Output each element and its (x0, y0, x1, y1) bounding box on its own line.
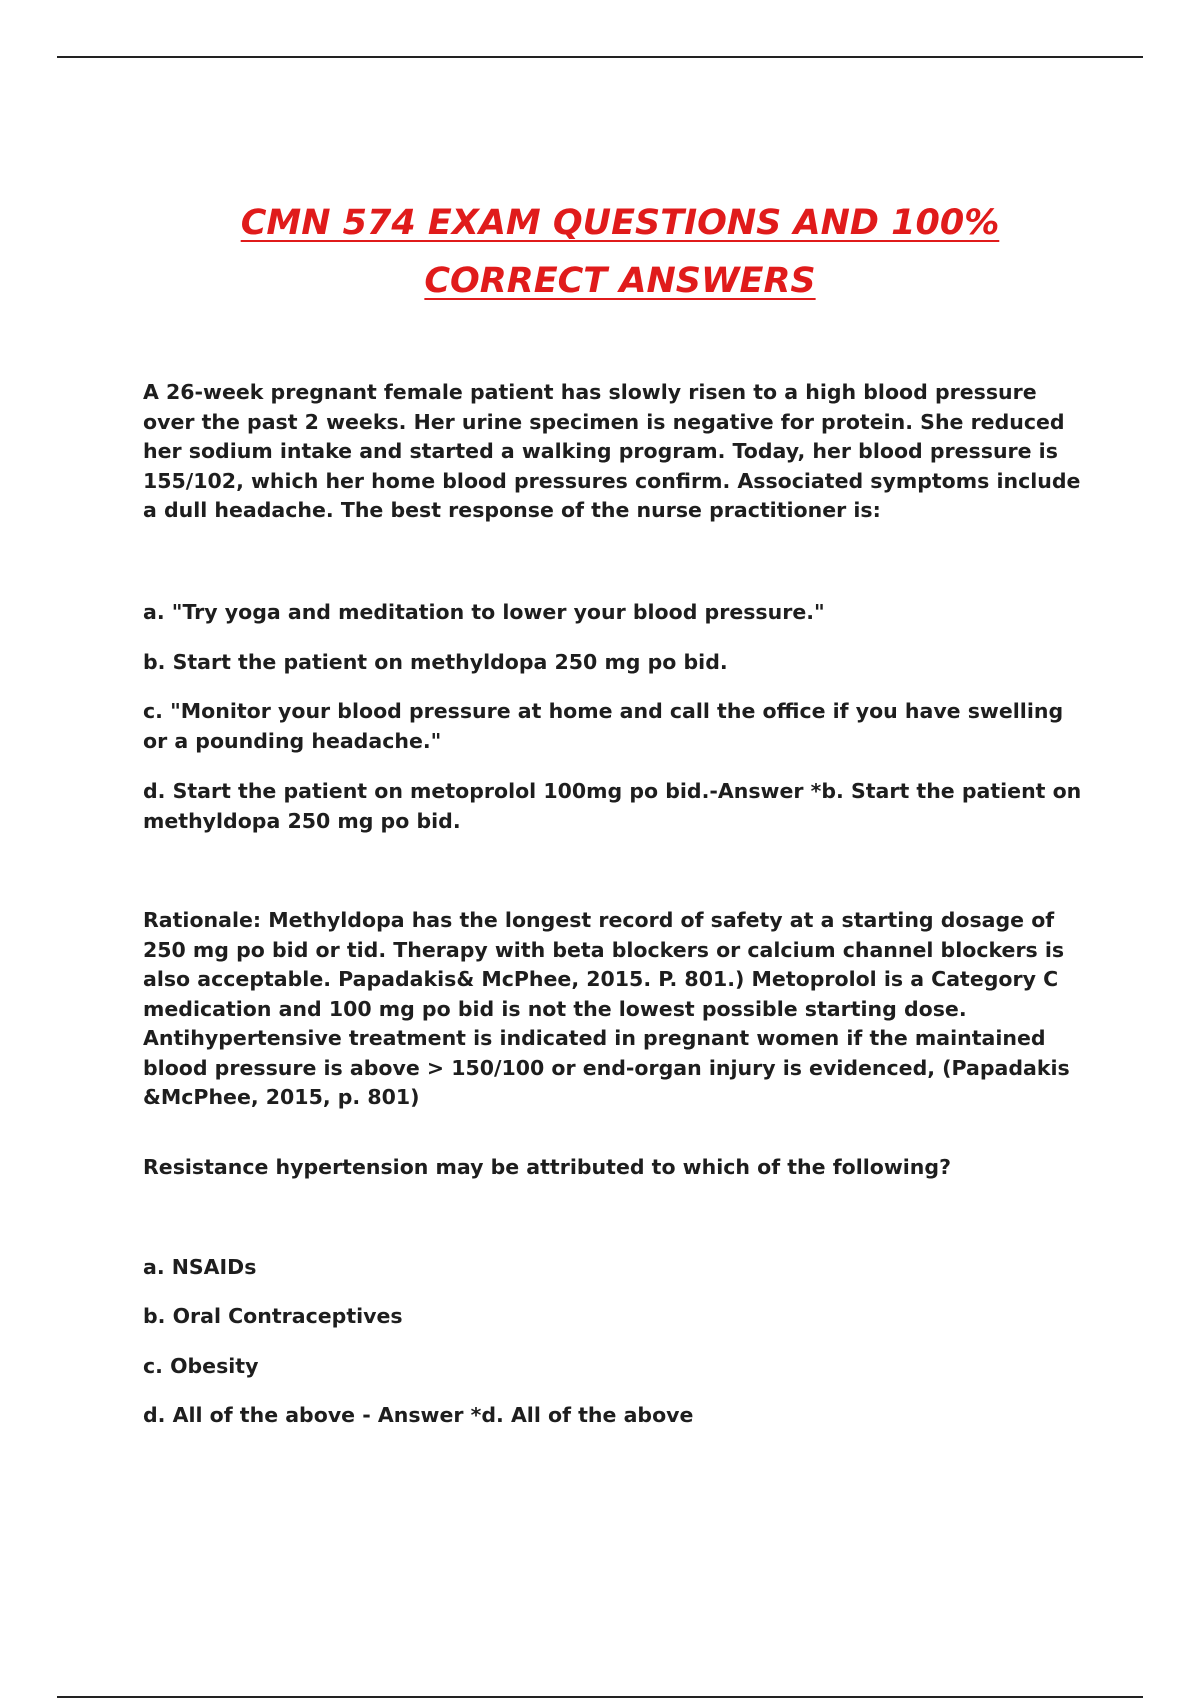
question-2-stem: Resistance hypertension may be attributed to which of the following? (143, 1155, 951, 1179)
question-2-option-b: b. Oral Contraceptives (143, 1304, 403, 1328)
question-1-option-d-answer: d. Start the patient on metoprolol 100mg po bid.-Answer *b. Start the patient on methyldopa 250 mg po bid. (143, 779, 1082, 833)
footer-rule (57, 1696, 1143, 1698)
title-line-2: CORRECT ANSWERS (424, 261, 816, 301)
question-1-option-a: a. "Try yoga and meditation to lower your blood pressure." (143, 600, 825, 624)
question-2-option-c: c. Obesity (143, 1354, 259, 1378)
question-1-stem: A 26-week pregnant female patient has slowly risen to a high blood pressure over the past 2 weeks. Her urine specimen is negative for protein. She reduced her sodium intake and started a walking program. Today, her blood pressure is 155/102, which her home blood pressures confirm. Associated symptoms include a dull headache. The best response of the nurse practitioner is: (143, 380, 1081, 522)
title-line-1: CMN 574 EXAM QUESTIONS AND 100% (240, 203, 1000, 243)
question-1-option-c: c. "Monitor your blood pressure at home and call the office if you have swelling or a pounding headache." (143, 699, 1064, 753)
question-2-option-d-answer: d. All of the above - Answer *d. All of the above (143, 1403, 694, 1427)
document-title (0, 194, 1200, 310)
header-rule (57, 56, 1143, 58)
question-1-option-b: b. Start the patient on methyldopa 250 mg po bid. (143, 650, 728, 674)
question-2-option-a: a. NSAIDs (143, 1255, 257, 1279)
question-1-rationale: Rationale: Methyldopa has the longest record of safety at a starting dosage of 250 mg po bid or tid. Therapy with beta blockers or calcium channel blockers is also acceptable. Papadakis& McPhee, 2015. P. 801.) Metoprolol is a Category C medication and 100 mg po bid is not the lowest possible starting dose. Antihypertensive treatment is indicated in pregnant women if the maintained blood pressure is above > 150/100 or end-organ injury is evidenced, (Papadakis &McPhee, 2015, p. 801) (143, 908, 1070, 1109)
